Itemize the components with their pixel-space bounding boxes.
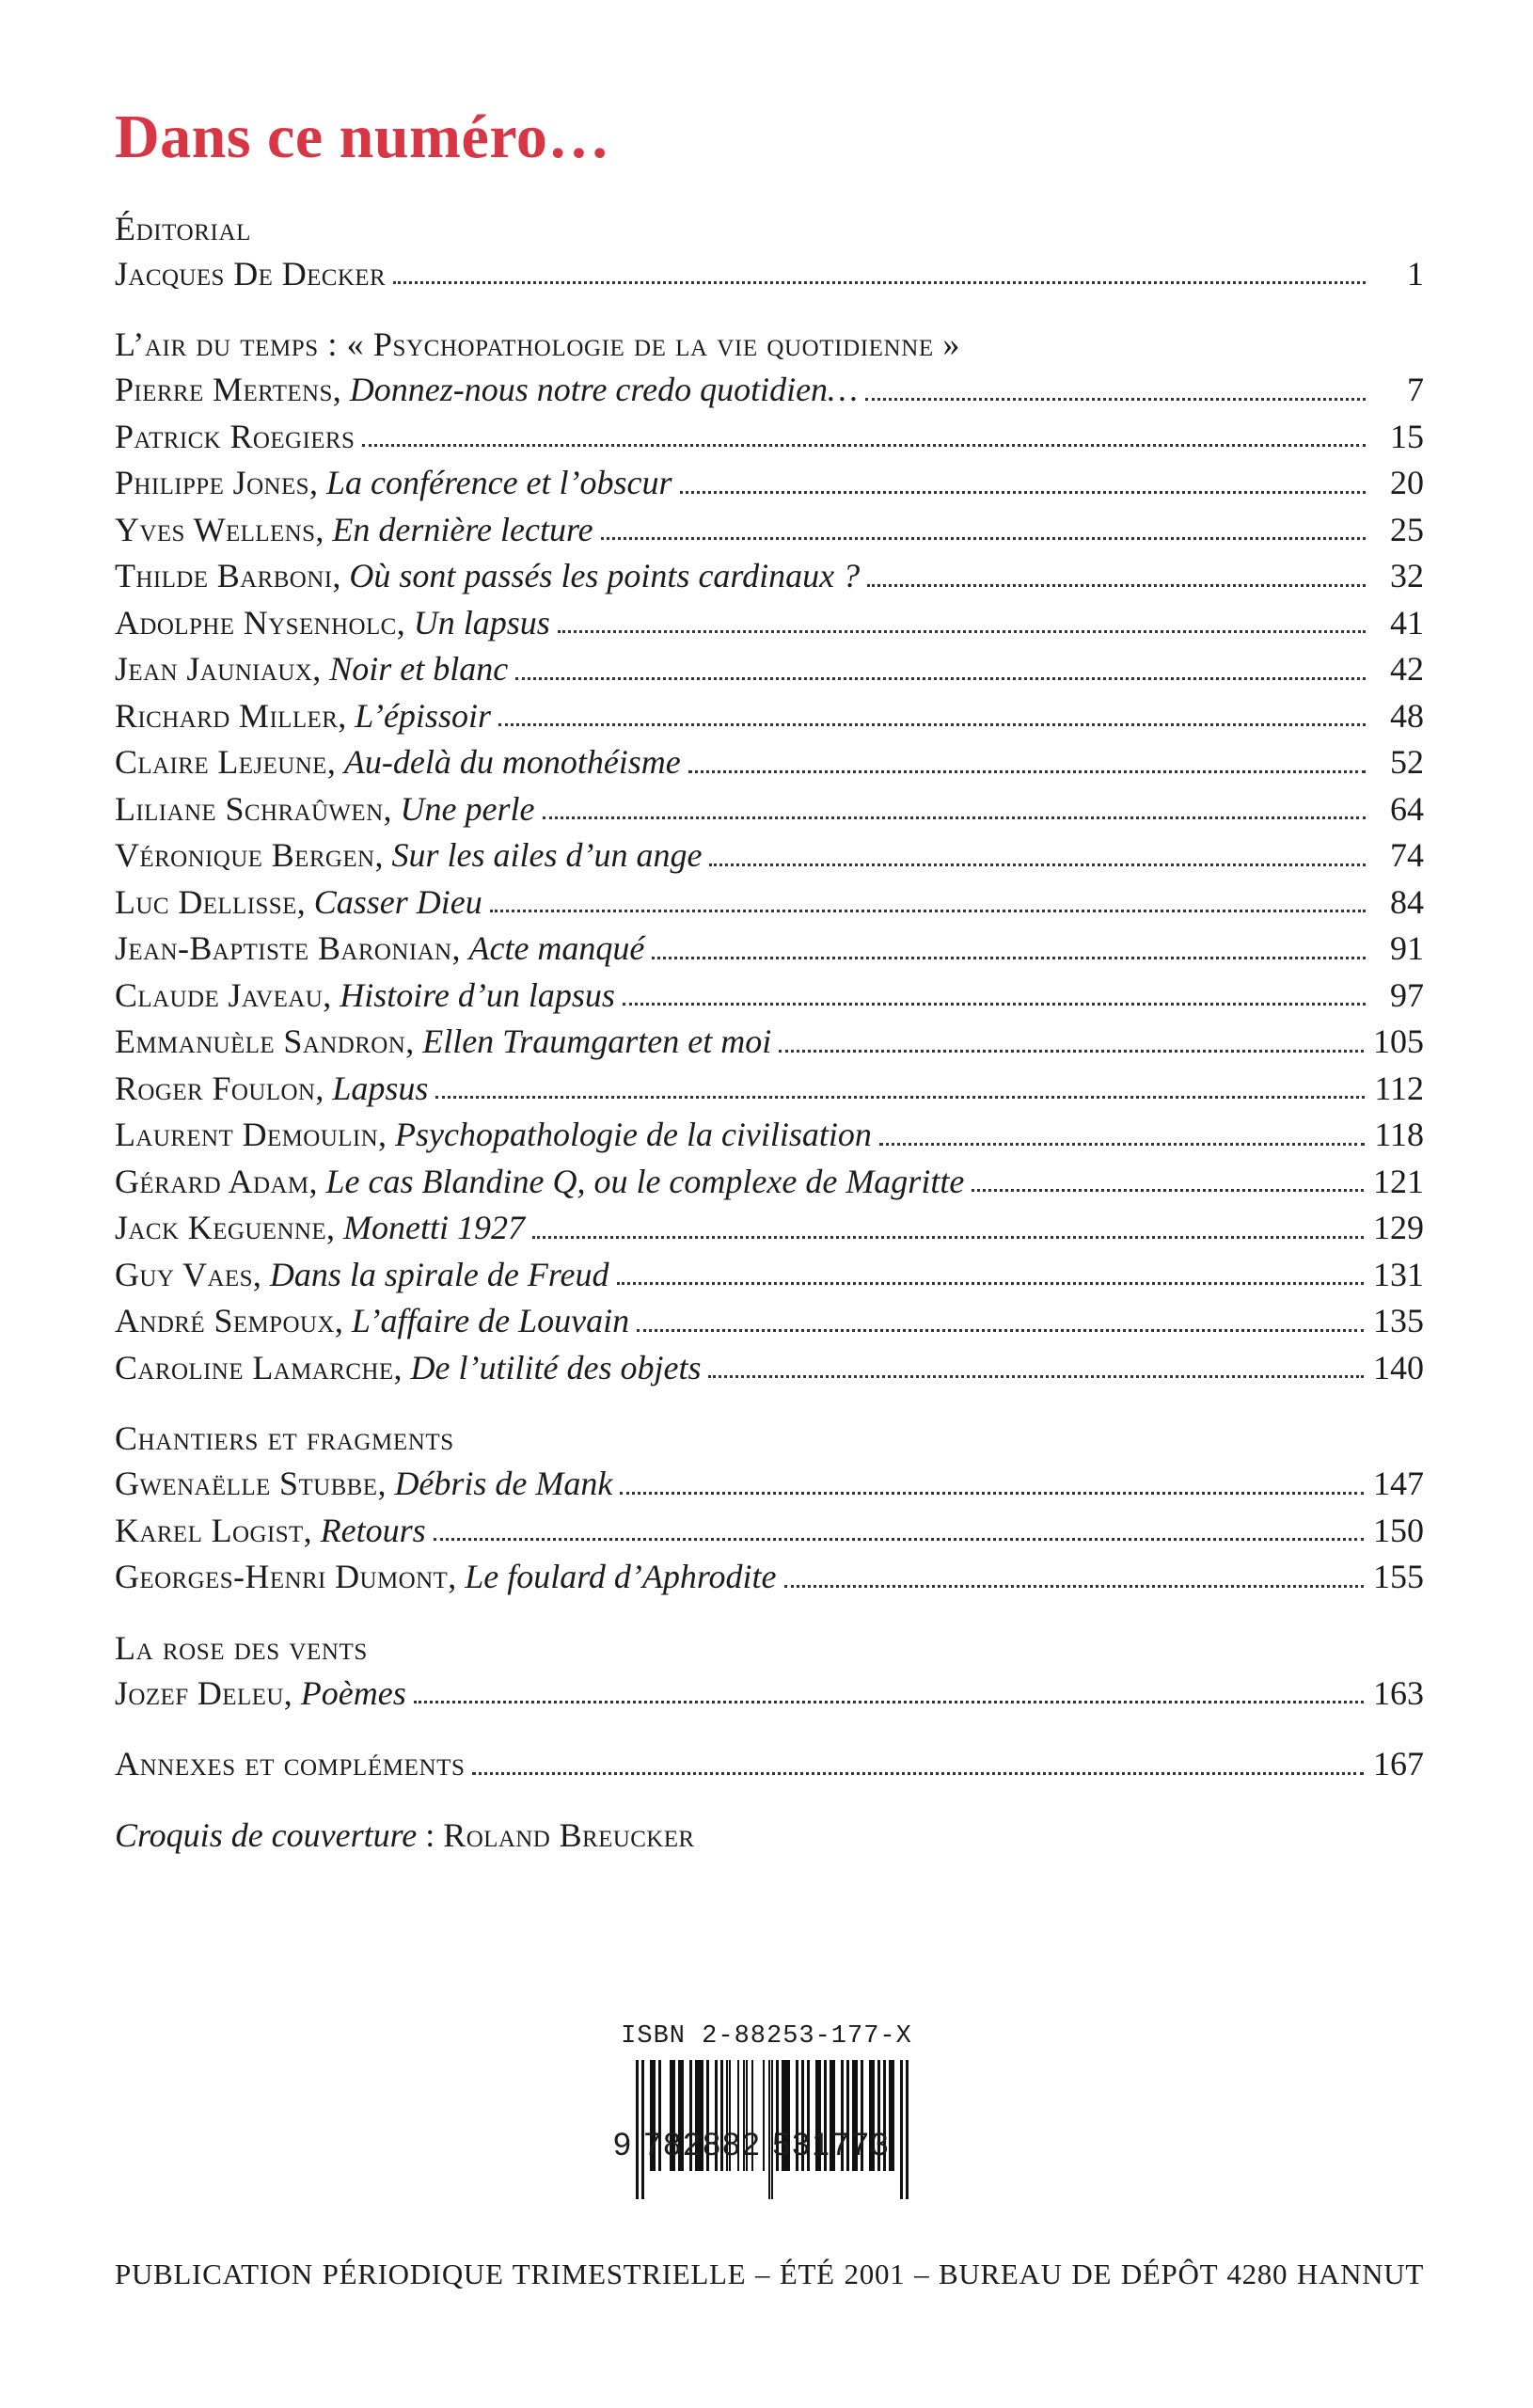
entry-title: L’épissoir bbox=[355, 696, 491, 735]
entry-page: 84 bbox=[1390, 882, 1424, 921]
toc-section bbox=[115, 1416, 1424, 1601]
entry-page: 7 bbox=[1407, 371, 1424, 409]
entry-separator: , bbox=[396, 603, 414, 642]
entry-author: Richard Miller bbox=[115, 696, 339, 735]
entry-separator: , bbox=[332, 557, 350, 595]
entry-separator: , bbox=[378, 1116, 396, 1154]
entry-title: Le cas Blandine Q, ou le complexe de Magritte bbox=[325, 1162, 965, 1200]
spacer bbox=[115, 1717, 1424, 1741]
entry-title: Poèmes bbox=[300, 1673, 406, 1712]
entry-author: Gwenaëlle Stubbe bbox=[115, 1465, 378, 1503]
entry-title: Casser Dieu bbox=[313, 882, 482, 921]
entry-separator: , bbox=[323, 975, 340, 1014]
dot-leader bbox=[498, 709, 1366, 728]
entry-page: 163 bbox=[1373, 1673, 1424, 1712]
dot-leader bbox=[617, 1268, 1364, 1287]
entry-separator: , bbox=[283, 1673, 301, 1712]
entry-author: Adolphe Nysenholc bbox=[115, 603, 397, 642]
dot-leader bbox=[393, 267, 1366, 286]
section-title: Chantiers et fragments bbox=[115, 1419, 454, 1458]
section-title: L’air du temps : « Psychopathologie de la vie quotidienne » bbox=[115, 325, 960, 364]
spacer bbox=[115, 1601, 1424, 1625]
ean-number: 9 782882 531773 bbox=[613, 2127, 891, 2162]
cover-credit bbox=[115, 1813, 1424, 1858]
entry-title: Psychopathologie de la civilisation bbox=[395, 1116, 872, 1154]
entry-page: 42 bbox=[1390, 650, 1424, 689]
entry-page: 155 bbox=[1373, 1558, 1424, 1596]
toc-entry bbox=[115, 646, 1424, 693]
toc-section bbox=[115, 1625, 1424, 1718]
entry-separator: , bbox=[326, 1209, 344, 1247]
toc-entry bbox=[115, 367, 1424, 414]
entry-author: Karel Logist bbox=[115, 1511, 304, 1549]
entry-separator: , bbox=[312, 650, 330, 689]
entry-separator: , bbox=[448, 1558, 466, 1596]
dot-leader bbox=[472, 1758, 1364, 1777]
spacer bbox=[115, 297, 1424, 322]
entry-separator: , bbox=[252, 1255, 270, 1293]
toc-entry bbox=[115, 600, 1424, 647]
entry-page: 20 bbox=[1390, 464, 1424, 502]
cover-credit-label: Croquis de couverture bbox=[115, 1815, 418, 1854]
dot-leader bbox=[601, 523, 1366, 542]
dot-leader bbox=[362, 430, 1366, 449]
entry-title: Un lapsus bbox=[413, 603, 550, 642]
entry-title: L’affaire de Louvain bbox=[351, 1302, 630, 1340]
cover-credit-name: Roland Breucker bbox=[443, 1815, 695, 1854]
entry-page: 32 bbox=[1390, 557, 1424, 595]
entry-author: Guy Vaes bbox=[115, 1255, 253, 1293]
entry-page: 131 bbox=[1373, 1255, 1424, 1293]
entry-page: 15 bbox=[1390, 417, 1424, 455]
toc-entry bbox=[115, 693, 1424, 740]
entry-author: Yves Wellens bbox=[115, 510, 316, 548]
toc-entry bbox=[115, 1298, 1424, 1345]
dot-leader bbox=[515, 663, 1366, 682]
entry-title: En dernière lecture bbox=[332, 510, 593, 548]
entry-author: Gérard Adam bbox=[115, 1162, 309, 1200]
entry-title: Histoire d’un lapsus bbox=[340, 975, 615, 1014]
toc-entry bbox=[115, 507, 1424, 554]
entry-separator: , bbox=[338, 696, 356, 735]
entry-title: Ellen Traumgarten et moi bbox=[422, 1022, 772, 1061]
entry-separator: , bbox=[334, 1302, 352, 1340]
toc-entry bbox=[115, 973, 1424, 1020]
cover-credit-sep: : bbox=[417, 1815, 444, 1854]
entry-separator: , bbox=[377, 1465, 395, 1503]
entry-author: Jozef Deleu bbox=[115, 1673, 284, 1712]
dot-leader bbox=[972, 1175, 1364, 1194]
entry-title: Une perle bbox=[400, 789, 535, 828]
annexes-title: Annexes et compléments bbox=[115, 1745, 466, 1783]
entry-title: Monetti 1927 bbox=[343, 1209, 526, 1247]
entry-separator: , bbox=[332, 371, 350, 409]
dot-leader bbox=[434, 1524, 1364, 1543]
entry-title: Où sont passés les points cardinaux ? bbox=[349, 557, 861, 595]
entry-title: Dans la spirale de Freud bbox=[269, 1255, 609, 1293]
entry-page: 48 bbox=[1390, 696, 1424, 735]
dot-leader bbox=[879, 1129, 1365, 1148]
page-title: Dans ce numéro… bbox=[115, 103, 610, 171]
entry-author: Jacques De Decker bbox=[115, 254, 387, 293]
dot-leader bbox=[865, 384, 1366, 403]
dot-leader bbox=[543, 802, 1367, 821]
toc-entry bbox=[115, 1554, 1424, 1601]
toc-entry bbox=[115, 832, 1424, 879]
dot-leader bbox=[637, 1315, 1364, 1334]
publication-footer: PUBLICATION PÉRIODIQUE TRIMESTRIELLE – ÉTÉ 2001 – BUREAU DE DÉPÔT 4280 HANNUT bbox=[115, 2258, 1424, 2290]
toc-section bbox=[115, 322, 1424, 1391]
dot-leader bbox=[708, 1361, 1364, 1380]
dot-leader bbox=[623, 989, 1366, 1007]
entry-title: Sur les ailes d’un ange bbox=[391, 836, 703, 875]
entry-author: Véronique Bergen bbox=[115, 836, 375, 875]
toc-entry bbox=[115, 786, 1424, 833]
annexes-page: 167 bbox=[1373, 1745, 1424, 1783]
toc-entry bbox=[115, 1112, 1424, 1159]
entry-page: 140 bbox=[1373, 1348, 1424, 1386]
entry-page: 25 bbox=[1390, 510, 1424, 548]
toc-entry bbox=[115, 460, 1424, 507]
entry-page: 64 bbox=[1390, 789, 1424, 828]
toc-entry bbox=[115, 926, 1424, 973]
toc-entry bbox=[115, 251, 1424, 298]
entry-separator: , bbox=[308, 464, 326, 502]
toc-entry bbox=[115, 1159, 1424, 1206]
entry-page: 41 bbox=[1390, 603, 1424, 642]
section-title: Éditorial bbox=[115, 209, 251, 247]
dot-leader bbox=[652, 943, 1366, 961]
entry-author: Caroline Lamarche bbox=[115, 1348, 394, 1386]
entry-separator: , bbox=[303, 1511, 321, 1549]
dot-leader bbox=[435, 1082, 1365, 1101]
entry-author: Claude Javeau bbox=[115, 975, 324, 1014]
entry-title: La conférence et l’obscur bbox=[325, 464, 672, 502]
entry-separator: , bbox=[405, 1022, 423, 1061]
barcode-block bbox=[611, 2020, 922, 2199]
entry-page: 150 bbox=[1373, 1511, 1424, 1549]
dot-leader bbox=[784, 1571, 1364, 1590]
entry-title: Donnez-nous notre credo quotidien… bbox=[349, 371, 859, 409]
toc-sections bbox=[115, 206, 1424, 1718]
dot-leader bbox=[680, 477, 1366, 496]
entry-author: Claire Lejeune bbox=[115, 743, 327, 782]
entry-author: Emmanuèle Sandron bbox=[115, 1022, 406, 1061]
entry-page: 91 bbox=[1390, 929, 1424, 968]
toc-entry bbox=[115, 1205, 1424, 1252]
toc-entry bbox=[115, 553, 1424, 600]
entry-author: André Sempoux bbox=[115, 1302, 335, 1340]
entry-author: Luc Dellisse bbox=[115, 882, 297, 921]
dot-leader bbox=[558, 616, 1366, 635]
isbn-text: ISBN 2-88253-177-X bbox=[621, 2022, 912, 2051]
entry-author: Philippe Jones bbox=[115, 464, 309, 502]
entry-title: Le foulard d’Aphrodite bbox=[465, 1558, 777, 1596]
toc-entry bbox=[115, 1508, 1424, 1555]
toc-entry bbox=[115, 879, 1424, 927]
entry-page: 147 bbox=[1373, 1465, 1424, 1503]
entry-separator: , bbox=[374, 836, 392, 875]
entry-separator: , bbox=[308, 1162, 326, 1200]
toc-section bbox=[115, 206, 1424, 298]
entry-separator: , bbox=[451, 929, 469, 968]
entry-title: Acte manqué bbox=[468, 929, 645, 968]
entry-separator: , bbox=[296, 882, 314, 921]
entry-page: 105 bbox=[1373, 1022, 1424, 1061]
dot-leader bbox=[490, 895, 1366, 914]
dot-leader bbox=[688, 756, 1366, 775]
entry-author: Patrick Roegiers bbox=[115, 417, 356, 455]
toc-entry bbox=[115, 414, 1424, 461]
entry-title: Retours bbox=[320, 1511, 426, 1549]
toc-entry bbox=[115, 1461, 1424, 1508]
entry-title: Lapsus bbox=[332, 1069, 429, 1107]
entry-title: Au-delà du monothéisme bbox=[343, 743, 681, 782]
entry-separator: , bbox=[383, 789, 401, 828]
toc-entry bbox=[115, 1671, 1424, 1718]
dot-leader bbox=[532, 1222, 1364, 1241]
entry-separator: , bbox=[315, 1069, 333, 1107]
entry-author: Liliane Schraûwen bbox=[115, 789, 384, 828]
section-title: La rose des vents bbox=[115, 1628, 368, 1667]
table-of-contents bbox=[115, 103, 1424, 1858]
entry-page: 121 bbox=[1373, 1162, 1424, 1200]
entry-page: 74 bbox=[1390, 836, 1424, 875]
entry-author: Thilde Barboni bbox=[115, 557, 333, 595]
toc-entry bbox=[115, 739, 1424, 786]
entry-separator: , bbox=[393, 1348, 411, 1386]
toc-entry bbox=[115, 1345, 1424, 1392]
entry-author: Laurent Demoulin bbox=[115, 1116, 379, 1154]
entry-page: 118 bbox=[1374, 1116, 1424, 1154]
entry-author: Georges-Henri Dumont bbox=[115, 1558, 449, 1596]
entry-page: 112 bbox=[1374, 1069, 1424, 1107]
toc-entry bbox=[115, 1066, 1424, 1113]
dot-leader bbox=[779, 1036, 1364, 1054]
entry-title: De l’utilité des objets bbox=[410, 1348, 702, 1386]
spacer bbox=[115, 1391, 1424, 1416]
entry-author: Roger Foulon bbox=[115, 1069, 316, 1107]
entry-page: 52 bbox=[1390, 743, 1424, 782]
dot-leader bbox=[620, 1478, 1364, 1497]
entry-page: 97 bbox=[1390, 975, 1424, 1014]
dot-leader bbox=[414, 1687, 1364, 1705]
toc-annexes-row bbox=[115, 1741, 1424, 1788]
entry-author: Jean Jauniaux bbox=[115, 650, 313, 689]
toc-entry bbox=[115, 1019, 1424, 1066]
entry-page: 135 bbox=[1373, 1302, 1424, 1340]
entry-separator: , bbox=[326, 743, 344, 782]
entry-page: 1 bbox=[1407, 254, 1424, 293]
dot-leader bbox=[709, 849, 1366, 868]
entry-author: Jean-Baptiste Baronian bbox=[115, 929, 452, 968]
entry-author: Jack Keguenne bbox=[115, 1209, 327, 1247]
entry-page: 129 bbox=[1373, 1209, 1424, 1247]
toc-entry bbox=[115, 1252, 1424, 1299]
entry-separator: , bbox=[315, 510, 333, 548]
entry-author: Pierre Mertens bbox=[115, 371, 333, 409]
dot-leader bbox=[867, 570, 1366, 589]
entry-title: Noir et blanc bbox=[329, 650, 509, 689]
entry-title: Débris de Mank bbox=[394, 1465, 613, 1503]
